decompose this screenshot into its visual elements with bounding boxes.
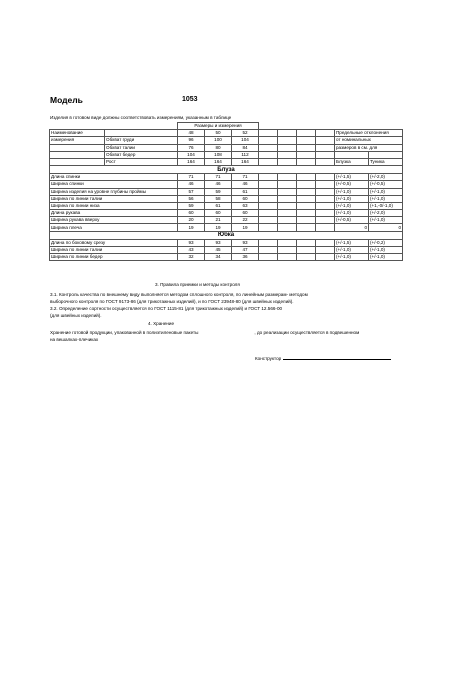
value-cell: 60 xyxy=(178,210,205,217)
empty-cell xyxy=(278,181,297,188)
table-row xyxy=(50,217,403,224)
tolerance-a-cell: (+/-1,0) xyxy=(335,210,369,217)
value-cell: 45 xyxy=(205,246,232,253)
value-cell: 100 xyxy=(205,137,232,144)
value-cell: 76 xyxy=(178,144,205,151)
tolerance-header: Предельные отклонения xyxy=(335,130,403,137)
value-cell: 164 xyxy=(205,158,232,165)
section3-title: 3. Правила приемки и методы контроля xyxy=(155,282,240,287)
tolerance-a-cell: (+/-0,5) xyxy=(335,181,369,188)
value-cell: 19 xyxy=(205,224,232,231)
row-label: Длина спинки xyxy=(50,174,178,181)
value-cell: 47 xyxy=(232,246,259,253)
empty-cell xyxy=(297,181,316,188)
value-cell: 34 xyxy=(205,254,232,261)
value-cell: 61 xyxy=(205,202,232,209)
row-label: Обхват груди xyxy=(105,137,178,144)
value-cell: 59 xyxy=(178,202,205,209)
value-cell: 46 xyxy=(205,181,232,188)
row-label: Обхват талии xyxy=(105,144,178,151)
empty-cell xyxy=(297,188,316,195)
empty-cell xyxy=(316,202,335,209)
empty-cell xyxy=(278,246,297,253)
value-cell: 93 xyxy=(178,239,205,246)
value-cell: 96 xyxy=(178,137,205,144)
tolerance-a-cell: (+/-1,5) xyxy=(335,174,369,181)
tolerance-a-cell: (+/-1,5) xyxy=(335,239,369,246)
tolerance-col-b-header: Туника xyxy=(369,158,403,165)
value-cell: 43 xyxy=(178,246,205,253)
empty-cell xyxy=(278,174,297,181)
empty-cell xyxy=(316,174,335,181)
tolerance-a-cell: (+/-1,0) xyxy=(335,188,369,195)
value-cell: 20 xyxy=(178,217,205,224)
row-label: Обхват бедер xyxy=(105,151,178,158)
row-label: Ширина спинки xyxy=(50,181,178,188)
value-cell: 112 xyxy=(232,151,259,158)
section3-p1-line1: 3.1. Контроль качества по внешнему виду выполняется методом сплошного контроля, по линейным размерам- методом xyxy=(50,292,308,297)
tolerance-b-cell: (+/-1,0) xyxy=(369,188,403,195)
row-label: Ширина рукава вверху xyxy=(50,217,178,224)
table-row xyxy=(50,137,403,144)
tolerance-b-cell: (+/-1,0) xyxy=(369,195,403,202)
value-cell: 60 xyxy=(232,195,259,202)
table-row xyxy=(50,239,403,246)
empty-cell xyxy=(316,224,335,231)
value-cell: 58 xyxy=(205,195,232,202)
value-cell: 63 xyxy=(232,202,259,209)
empty-cell xyxy=(259,224,278,231)
value-cell: 60 xyxy=(205,210,232,217)
table-row xyxy=(50,151,403,158)
table-row xyxy=(50,246,403,253)
tolerance-a-cell: 0 xyxy=(335,224,369,231)
empty-cell xyxy=(316,246,335,253)
empty-cell xyxy=(259,195,278,202)
empty-cell xyxy=(297,195,316,202)
signature-block xyxy=(255,355,391,361)
value-cell: 164 xyxy=(232,158,259,165)
empty-cell xyxy=(316,254,335,261)
section4-title: 4. Хранение xyxy=(148,321,175,326)
section3-p1-line2: выборочного контроля по ГОСТ 9173-86 (для трикотажных изделий), и по ГОСТ 23948-80 (для швейных изделий). xyxy=(50,299,294,304)
value-cell: 19 xyxy=(178,224,205,231)
tolerance-header-2: от номинальных xyxy=(335,137,403,144)
section-row-blouse xyxy=(50,166,403,174)
value-cell: 104 xyxy=(232,137,259,144)
table-row xyxy=(50,202,403,209)
value-cell: 56 xyxy=(178,195,205,202)
tolerance-b-cell: 0 xyxy=(369,224,403,231)
section4-p1-line1 xyxy=(50,330,359,335)
empty-cell xyxy=(259,188,278,195)
table-row xyxy=(50,224,403,231)
empty-cell xyxy=(316,210,335,217)
empty-cell xyxy=(297,210,316,217)
tolerance-a-cell: (+/-1,0) xyxy=(335,254,369,261)
row-label: Ширина по линии талии xyxy=(50,246,178,253)
row-label: Длина по боковому срезу xyxy=(50,239,178,246)
table-row xyxy=(50,210,403,217)
name-header-2: измерения xyxy=(50,137,105,144)
empty-cell xyxy=(259,239,278,246)
value-cell: 164 xyxy=(178,158,205,165)
empty-cell xyxy=(297,254,316,261)
section-title-blouse: Блуза xyxy=(50,166,403,174)
sizes-header: Размеры и измерения xyxy=(178,123,259,130)
row-label: Ширина изделия на уровне глубины проймы xyxy=(50,188,178,195)
tolerance-a-cell: (+/-1,0) xyxy=(335,202,369,209)
model-label: Модель xyxy=(50,95,83,105)
row-label: Ширина по линии низа xyxy=(50,202,178,209)
section-row-skirt xyxy=(50,231,403,239)
empty-cell xyxy=(297,202,316,209)
row-label: Рост xyxy=(105,158,178,165)
size-row xyxy=(50,130,403,137)
value-cell: 108 xyxy=(205,151,232,158)
measurements-table-body xyxy=(50,123,403,261)
signature-label: Конструктор xyxy=(255,356,282,361)
tolerance-b-cell: (+/-0,2) xyxy=(369,239,403,246)
row-label: Ширина плеча xyxy=(50,224,178,231)
empty-cell xyxy=(278,224,297,231)
table-row xyxy=(50,174,403,181)
table-row xyxy=(50,181,403,188)
value-cell: 71 xyxy=(178,174,205,181)
empty-cell xyxy=(297,246,316,253)
empty-cell xyxy=(316,188,335,195)
section4-p1-part1: Хранение готовой продукции, упакованной в полиэтиленовые пакеты xyxy=(50,330,199,335)
value-cell: 61 xyxy=(232,188,259,195)
empty-cell xyxy=(259,254,278,261)
value-cell: 32 xyxy=(178,254,205,261)
section3-p2-line2: (для швейных изделий). xyxy=(50,313,102,318)
empty-cell xyxy=(259,246,278,253)
empty-cell xyxy=(278,202,297,209)
empty-cell xyxy=(259,217,278,224)
row-label: Ширина по линии талии xyxy=(50,195,178,202)
empty-cell xyxy=(278,239,297,246)
empty-cell xyxy=(259,181,278,188)
tolerance-b-cell: (+/-1,0) xyxy=(369,246,403,253)
table-row xyxy=(50,195,403,202)
table-row xyxy=(50,254,403,261)
empty-cell xyxy=(316,195,335,202)
tolerance-b-cell: (+/-2,0) xyxy=(369,174,403,181)
size-cell: 50 xyxy=(205,130,232,137)
tolerance-a-cell: (+/-1,0) xyxy=(335,246,369,253)
measurements-table xyxy=(49,122,403,261)
empty-cell xyxy=(278,195,297,202)
tolerance-b-cell: (+/-2,0) xyxy=(369,210,403,217)
empty-cell xyxy=(316,239,335,246)
value-cell: 22 xyxy=(232,217,259,224)
section4-p1-line2: на вешалках-плечиках xyxy=(50,337,99,342)
tolerance-b-cell: (+1,-0/-1,0) xyxy=(369,202,403,209)
table-row xyxy=(50,158,403,165)
empty-cell xyxy=(316,217,335,224)
tolerance-b-cell: (+/-1,0) xyxy=(369,254,403,261)
value-cell: 57 xyxy=(178,188,205,195)
value-cell: 46 xyxy=(232,181,259,188)
section-title-skirt: Юбка xyxy=(50,231,403,239)
empty-cell xyxy=(297,217,316,224)
value-cell: 59 xyxy=(205,188,232,195)
tolerance-b-cell: (+/-0,5) xyxy=(369,181,403,188)
empty-cell xyxy=(259,174,278,181)
value-cell: 46 xyxy=(178,181,205,188)
signature-line xyxy=(283,355,391,360)
section3-p2-line1: 3.2. Определение сортности осуществляется по ГОСТ 1115-81 (для трикотажных изделий) и ГОСТ 12.566-00 xyxy=(50,306,283,311)
empty-cell xyxy=(297,239,316,246)
value-cell: 71 xyxy=(232,174,259,181)
value-cell: 21 xyxy=(205,217,232,224)
value-cell: 19 xyxy=(232,224,259,231)
empty-cell xyxy=(297,174,316,181)
intro-text: Изделия в готовом виде должны соответствовать измерениям, указанным в таблице xyxy=(50,115,232,120)
value-cell: 104 xyxy=(178,151,205,158)
row-label: Ширина по линии бедер xyxy=(50,254,178,261)
tolerance-col-a-header: Блузка xyxy=(335,158,369,165)
size-cell: 52 xyxy=(232,130,259,137)
value-cell: 71 xyxy=(205,174,232,181)
empty-cell xyxy=(259,210,278,217)
value-cell: 93 xyxy=(232,239,259,246)
model-number: 1053 xyxy=(182,96,198,103)
value-cell: 93 xyxy=(205,239,232,246)
empty-cell xyxy=(278,217,297,224)
tolerance-a-cell: (+/-1,0) xyxy=(335,195,369,202)
value-cell: 36 xyxy=(232,254,259,261)
value-cell: 84 xyxy=(232,144,259,151)
tolerance-a-cell: (+/-0,5) xyxy=(335,217,369,224)
value-cell: 80 xyxy=(205,144,232,151)
row-label: Длина рукава xyxy=(50,210,178,217)
empty-cell xyxy=(278,254,297,261)
value-cell: 60 xyxy=(232,210,259,217)
table-header-row xyxy=(50,123,403,130)
table-row xyxy=(50,144,403,151)
empty-cell xyxy=(278,188,297,195)
tolerance-header-3: размеров в см. для xyxy=(335,144,403,151)
name-header: Наименование xyxy=(50,130,105,137)
size-cell: 48 xyxy=(178,130,205,137)
table-row xyxy=(50,188,403,195)
tolerance-b-cell: (+/-1,0) xyxy=(369,217,403,224)
empty-cell xyxy=(259,202,278,209)
empty-cell xyxy=(297,224,316,231)
empty-cell xyxy=(316,181,335,188)
empty-cell xyxy=(278,210,297,217)
section4-p1-part2: , до реализации осуществляется в подвешенном xyxy=(254,330,360,335)
